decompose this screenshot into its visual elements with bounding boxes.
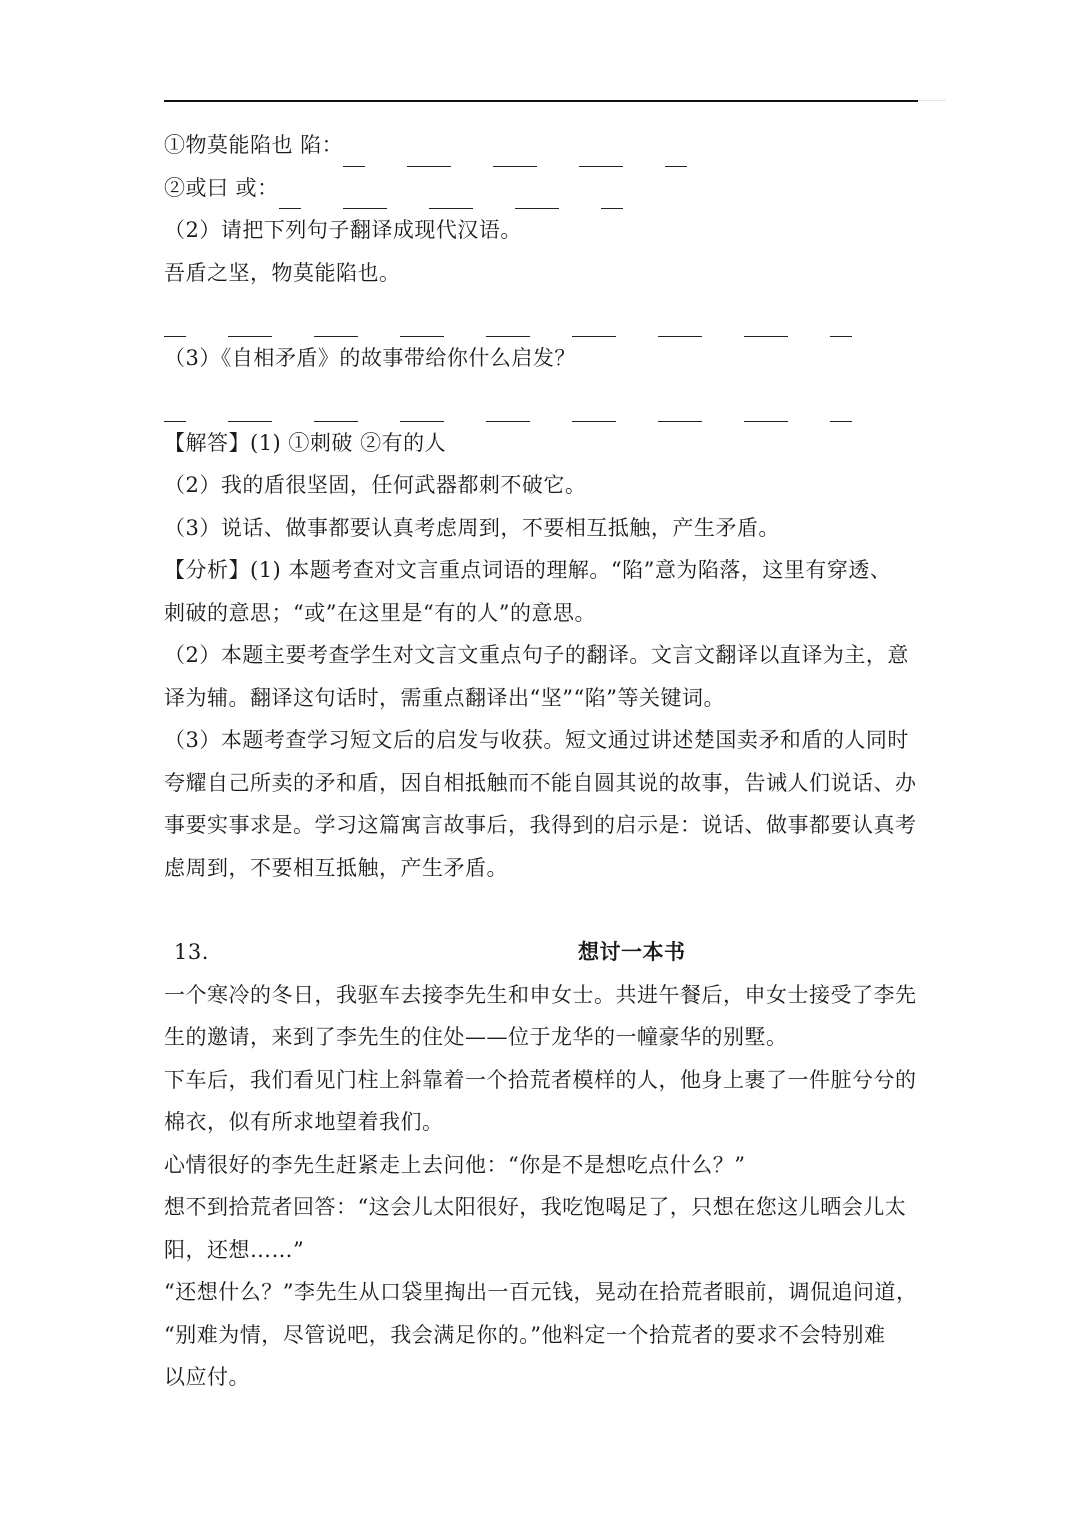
answer-line-2: （2）我的盾很坚固，任何武器都刺不破它。 <box>164 473 587 497</box>
answer-blank[interactable] <box>400 395 444 422</box>
header-rule-tail <box>918 100 946 101</box>
analysis-tag: 【分析】 <box>164 558 250 582</box>
q1-part3-answer-line <box>164 379 920 422</box>
q1-item1 <box>164 124 920 167</box>
passage-line: 下车后，我们看见门柱上斜靠着一个拾荒者模样的人，他身上裹了一件脏兮兮的 <box>164 1067 917 1092</box>
answer-blank[interactable] <box>658 395 702 422</box>
answer-line-3: （3）说话、做事都要认真考虑周到，不要相互抵触，产生矛盾。 <box>164 515 780 540</box>
passage-line: 棉衣，似有所求地望着我们。 <box>164 1110 444 1134</box>
passage-title: 想讨一本书 <box>578 939 686 964</box>
q1-part3-question: （3）《自相矛盾》的故事带给你什么启发？ <box>164 345 576 370</box>
answer-blank[interactable] <box>314 395 358 422</box>
passage-line: 一个寒冷的冬日，我驱车去接李先生和申女士。共进午餐后，申女士接受了李先 <box>164 982 917 1007</box>
analysis-line-2: 刺破的意思；“或”在这里是“有的人”的意思。 <box>164 600 596 625</box>
answer-blank[interactable] <box>830 395 852 422</box>
passage-line: 阳，还想……” <box>164 1237 305 1262</box>
answer-blank[interactable] <box>744 395 788 422</box>
q1-item2-label: ②或曰 或： <box>164 175 279 200</box>
answer-blank[interactable] <box>164 310 186 337</box>
q1-part2-sentence: 吾盾之坚，物莫能陷也。 <box>164 260 401 285</box>
answer-text: (1) ①刺破 ②有的人 <box>250 430 447 455</box>
answer-blank[interactable] <box>515 182 559 209</box>
answer-blank[interactable] <box>665 140 687 167</box>
answer-blank[interactable] <box>429 182 473 209</box>
analysis-line-6: 夸耀自己所卖的矛和盾，因自相抵触而不能自圆其说的故事，告诫人们说话、办 <box>164 770 917 795</box>
answer-blank[interactable] <box>572 310 616 337</box>
answer-blank[interactable] <box>658 310 702 337</box>
analysis-text: (1) 本题考查对文言重点词语的理解。“陷”意为陷落，这里有穿透、 <box>250 558 892 582</box>
analysis-line-5: （3）本题考查学习短文后的启发与收获。短文通过讲述楚国卖矛和盾的人同时 <box>164 728 909 752</box>
answer-blank[interactable] <box>407 140 451 167</box>
passage-line: 生的邀请，来到了李先生的住处——位于龙华的一幢豪华的别墅。 <box>164 1025 788 1049</box>
document-body <box>164 124 920 1399</box>
passage-line: 以应付。 <box>164 1365 250 1389</box>
q13-heading <box>164 931 920 974</box>
answer-blank[interactable] <box>486 310 530 337</box>
passage-line: “还想什么？”李先生从口袋里掏出一百元钱，晃动在拾荒者眼前，调侃追问道， <box>164 1280 918 1304</box>
q1-part2-instruction: （2）请把下列句子翻译成现代汉语。 <box>164 218 522 242</box>
answer-blank[interactable] <box>279 182 301 209</box>
passage-line: 心情很好的李先生赶紧走上去问他：“你是不是想吃点什么？” <box>164 1152 746 1177</box>
analysis-line-4: 译为辅。翻译这句话时，需重点翻译出“坚”“陷”等关键词。 <box>164 685 725 710</box>
answer-blank[interactable] <box>314 310 358 337</box>
answer-blank[interactable] <box>486 395 530 422</box>
q1-part2-answer-line <box>164 294 920 337</box>
answer-blank[interactable] <box>228 310 272 337</box>
answer-blank[interactable] <box>343 182 387 209</box>
answer-blank[interactable] <box>830 310 852 337</box>
answer-blank[interactable] <box>744 310 788 337</box>
answer-blank[interactable] <box>164 395 186 422</box>
answer-line-1 <box>164 422 920 465</box>
q1-item2 <box>164 167 920 210</box>
answer-blank[interactable] <box>572 395 616 422</box>
question-number: 13. <box>174 940 209 964</box>
answer-blank[interactable] <box>493 140 537 167</box>
passage-line: 想不到拾荒者回答：“这会儿太阳很好，我吃饱喝足了，只想在您这儿晒会儿太 <box>164 1195 907 1219</box>
answer-tag: 【解答】 <box>164 430 250 455</box>
analysis-line-1 <box>164 549 920 592</box>
q1-item1-label: ①物莫能陷也 陷： <box>164 133 344 157</box>
answer-blank[interactable] <box>601 182 623 209</box>
analysis-line-8: 虑周到，不要相互抵触，产生矛盾。 <box>164 855 508 880</box>
answer-blank[interactable] <box>228 395 272 422</box>
passage-line: “别难为情，尽管说吧，我会满足你的。”他料定一个拾荒者的要求不会特别难 <box>164 1322 886 1347</box>
analysis-line-7: 事要实事求是。学习这篇寓言故事后，我得到的启示是：说话、做事都要认真考 <box>164 813 917 837</box>
answer-blank[interactable] <box>343 140 365 167</box>
analysis-line-3: （2）本题主要考查学生对文言文重点句子的翻译。文言文翻译以直译为主，意 <box>164 643 909 667</box>
answer-blank[interactable] <box>400 310 444 337</box>
answer-blank[interactable] <box>579 140 623 167</box>
header-rule <box>164 100 918 102</box>
